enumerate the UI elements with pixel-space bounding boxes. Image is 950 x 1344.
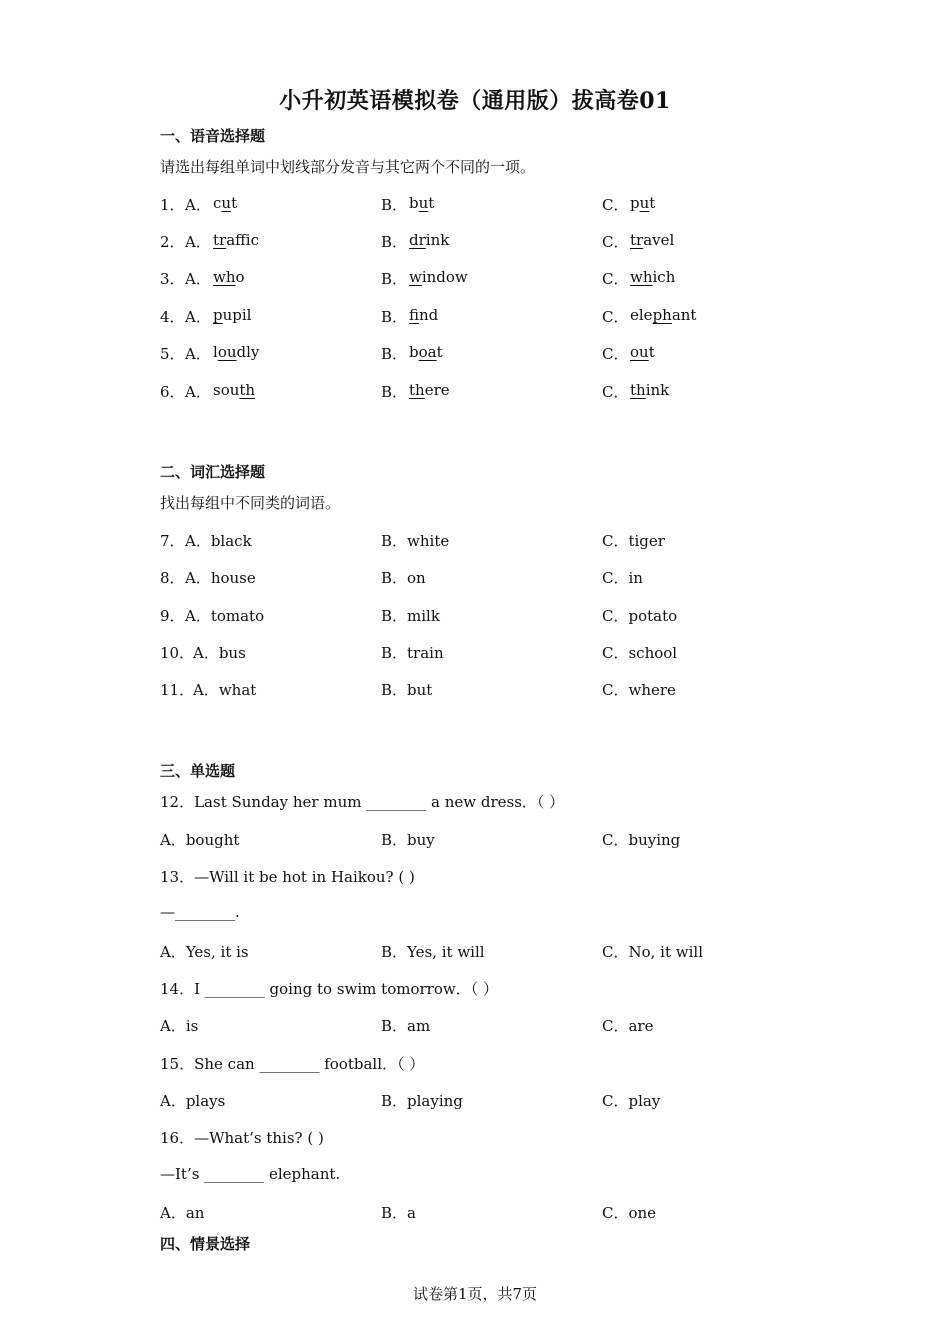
word-segment: ind [419, 306, 439, 324]
question-3-option-c-word [630, 268, 675, 286]
word-segment: t [648, 343, 655, 361]
question-12-option-b: B．buy [381, 831, 435, 849]
question-14-option-c: C．are [602, 1017, 654, 1035]
question-6-option-b-word [409, 381, 450, 399]
question-3-number: 3． [160, 270, 185, 288]
question-16-option-c: C．one [602, 1204, 657, 1222]
question-1-option-c-word [630, 194, 655, 212]
question-4-number: 4． [160, 308, 185, 326]
question-9-option-a: A．tomato [185, 607, 265, 625]
word-segment: sou [213, 381, 240, 399]
word-segment: ant [671, 306, 697, 324]
question-5-option-b-label: B． [381, 345, 408, 363]
word-segment: t [428, 194, 435, 212]
question-1-option-b-label: B． [381, 196, 408, 214]
question-4-option-a-word [213, 306, 251, 324]
question-3-option-b-word [409, 268, 468, 286]
underlined-segment: dr [409, 231, 426, 249]
question-4-option-b-label: B． [381, 308, 408, 326]
question-13-option-c: C．No, it will [602, 943, 703, 961]
question-5-number: 5． [160, 345, 185, 363]
question-12-option-a: A．bought [160, 831, 240, 849]
word-segment: ich [652, 268, 676, 286]
question-2-number: 2． [160, 233, 185, 251]
question-5-option-b-word [409, 343, 443, 361]
question-12-stem: 12．Last Sunday her mum ________ a new dress．（ ） [160, 793, 565, 811]
underlined-segment: th [409, 381, 425, 399]
question-1-option-a-word [213, 194, 237, 212]
question-6-option-a-label: A． [185, 383, 211, 401]
question-14-option-a: A．is [160, 1017, 199, 1035]
question-11-option-b: B．but [381, 681, 433, 699]
section-4-heading: 四、情景选择 [160, 1235, 251, 1253]
underlined-segment: oa [418, 343, 437, 361]
question-3-option-a-label: A． [185, 270, 211, 288]
underlined-segment: tr [630, 231, 644, 249]
question-16-option-b: B．a [381, 1204, 416, 1222]
section-3-heading: 三、单选题 [160, 762, 236, 780]
question-8-number: 8． [160, 569, 185, 587]
underlined-segment: w [409, 268, 422, 286]
question-6-number: 6． [160, 383, 185, 401]
word-segment: ink [645, 381, 670, 399]
word-segment: t [649, 194, 656, 212]
question-16-answer-blank: —It’s ________ elephant. [160, 1165, 341, 1183]
question-13-option-b: B．Yes, it will [381, 943, 485, 961]
question-7-number: 7． [160, 532, 185, 550]
question-1-option-a-label: A． [185, 196, 211, 214]
question-10-option-c: C．school [602, 644, 678, 662]
question-7-option-a: A．black [185, 532, 252, 550]
question-1-option-c-label: C． [602, 196, 629, 214]
question-10-option-a: A．bus [193, 644, 246, 662]
question-13-answer-blank: —________. [160, 903, 240, 921]
underlined-segment: wh [213, 268, 236, 286]
question-6-option-c-word [630, 381, 669, 399]
question-5-option-c-word [630, 343, 655, 361]
question-14-option-b: B．am [381, 1017, 431, 1035]
question-2-option-c-word [630, 231, 674, 249]
word-segment: b [409, 343, 419, 361]
question-9-option-b: B．milk [381, 607, 440, 625]
word-segment: t [231, 194, 238, 212]
question-12-option-c: C．buying [602, 831, 681, 849]
question-9-option-c: C．potato [602, 607, 678, 625]
question-7-option-c: C．tiger [602, 532, 665, 550]
question-8-option-a: A．house [185, 569, 256, 587]
underlined-segment: th [239, 381, 256, 399]
question-15-option-a: A．plays [160, 1092, 226, 1110]
question-6-option-c-label: C． [602, 383, 629, 401]
word-segment: upil [222, 306, 252, 324]
question-3-option-b-label: B． [381, 270, 408, 288]
question-2-option-c-label: C． [602, 233, 629, 251]
underlined-segment: p [213, 306, 223, 324]
word-segment: l [213, 343, 218, 361]
question-13-stem: 13．—Will it be hot in Haikou? ( ) [160, 868, 415, 886]
word-segment: c [213, 194, 222, 212]
question-11-number: 11． [160, 681, 195, 699]
word-segment: p [630, 194, 640, 212]
question-6-option-a-word [213, 381, 255, 399]
word-segment: avel [643, 231, 675, 249]
question-5-option-c-label: C． [602, 345, 629, 363]
word-segment: ink [425, 231, 450, 249]
question-1-option-b-word [409, 194, 434, 212]
underlined-segment: ph [652, 306, 672, 324]
question-5-option-a-label: A． [185, 345, 211, 363]
word-segment: indow [421, 268, 468, 286]
word-segment: dly [236, 343, 260, 361]
question-8-option-c: C．in [602, 569, 643, 587]
question-10-option-b: B．train [381, 644, 444, 662]
underlined-segment: u [418, 194, 429, 212]
word-segment: affic [226, 231, 260, 249]
word-segment: b [409, 194, 419, 212]
question-2-option-a-label: A． [185, 233, 211, 251]
question-16-option-a: A．an [160, 1204, 205, 1222]
section-2-instruction: 找出每组中不同类的词语。 [160, 494, 341, 512]
question-11-option-a: A．what [193, 681, 257, 699]
question-11-option-c: C．where [602, 681, 676, 699]
question-2-option-a-word [213, 231, 259, 249]
question-15-option-c: C．play [602, 1092, 661, 1110]
word-segment: ele [630, 306, 653, 324]
question-13-option-a: A．Yes, it is [160, 943, 249, 961]
question-4-option-c-label: C． [602, 308, 629, 326]
question-10-number: 10． [160, 644, 195, 662]
question-15-option-b: B．playing [381, 1092, 463, 1110]
underlined-segment: u [221, 194, 232, 212]
question-15-stem: 15．She can ________ football．（ ） [160, 1055, 425, 1073]
question-4-option-b-word [409, 306, 438, 324]
underlined-segment: ou [217, 343, 237, 361]
section-1-instruction: 请选出每组单词中划线部分发音与其它两个不同的一项。 [160, 158, 536, 176]
question-6-option-b-label: B． [381, 383, 408, 401]
question-2-option-b-word [409, 231, 449, 249]
page-footer: 试卷第1页，共7页 [412, 1285, 538, 1303]
question-4-option-c-word [630, 306, 696, 324]
section-1-heading: 一、语音选择题 [160, 127, 266, 145]
question-16-stem: 16．—What’s this? ( ) [160, 1129, 324, 1147]
underlined-segment: f [409, 306, 420, 324]
underlined-segment: tr [213, 231, 227, 249]
question-3-option-c-label: C． [602, 270, 629, 288]
word-segment: ere [424, 381, 450, 399]
underlined-segment: th [630, 381, 646, 399]
word-segment: t [436, 343, 443, 361]
question-2-option-b-label: B． [381, 233, 408, 251]
question-7-option-b: B．white [381, 532, 450, 550]
question-5-option-a-word [213, 343, 259, 361]
question-8-option-b: B．on [381, 569, 426, 587]
underlined-segment: ou [630, 343, 649, 361]
underlined-segment: u [639, 194, 650, 212]
page-title: 小升初英语模拟卷（通用版）拔高卷01 [279, 88, 671, 114]
question-14-stem: 14．I ________ going to swim tomorrow．（ ） [160, 980, 498, 998]
section-2-heading: 二、词汇选择题 [160, 463, 266, 481]
underlined-segment: wh [630, 268, 653, 286]
question-3-option-a-word [213, 268, 245, 286]
question-1-number: 1． [160, 196, 185, 214]
question-4-option-a-label: A． [185, 308, 211, 326]
word-segment: o [235, 268, 245, 286]
question-9-number: 9． [160, 607, 185, 625]
